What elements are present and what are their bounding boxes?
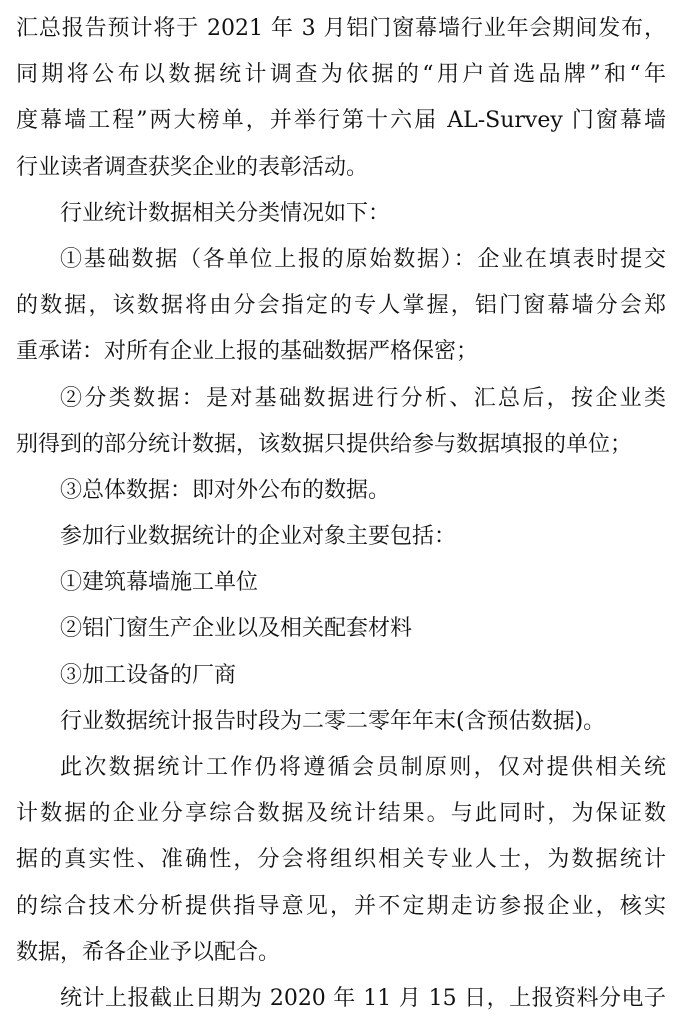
text-line: ③加工设备的厂商 [60, 662, 237, 688]
paragraph-summary-report [16, 6, 666, 191]
text-line: 计数据的企业分享综合数据及统计结果。与此同时，为保证数 [16, 801, 666, 827]
text-line: ①基础数据（各单位上报的原始数据）：企业在填表时提交 [60, 246, 666, 272]
paragraph-membership-principle [16, 745, 666, 976]
text-line: ②铝门窗生产企业以及相关配套材料 [60, 616, 413, 642]
paragraph-participant-1 [16, 560, 666, 606]
paragraph-participants-intro [16, 514, 666, 560]
text-line: 参加行业数据统计的企业对象主要包括： [60, 524, 457, 550]
paragraph-participant-3 [16, 653, 666, 699]
text-line: 度幕墙工程”两大榜单，并举行第十六届 AL-Survey 门窗幕墙 [16, 108, 666, 134]
paragraph-classified-data [16, 376, 666, 468]
text-line: 重承诺：对所有企业上报的基础数据严格保密； [16, 339, 479, 365]
paragraph-participant-2 [16, 606, 666, 652]
paragraph-overall-data [16, 468, 666, 514]
text-line: 数据，希各企业予以配合。 [16, 939, 281, 965]
text-line: 行业读者调查获奖企业的表彰活动。 [16, 154, 369, 180]
text-line: 汇总报告预计将于 2021 年 3 月铝门窗幕墙行业年会期间发布， [16, 16, 666, 41]
text-line: 同期将公布以数据统计调查为依据的“用户首选品牌”和“年 [16, 62, 666, 88]
text-line: 别得到的部分统计数据，该数据只提供给参与数据填报的单位； [16, 431, 633, 457]
document-page [16, 6, 666, 1022]
paragraph-basic-data [16, 237, 666, 376]
text-line: 行业数据统计报告时段为二零二零年年末(含预估数据)。 [60, 708, 606, 734]
text-line: ③总体数据：即对外公布的数据。 [60, 477, 391, 503]
text-line: 的数据，该数据将由分会指定的专人掌握，铝门窗幕墙分会郑 [16, 293, 666, 319]
paragraph-report-period [16, 699, 666, 745]
text-line: ②分类数据：是对基础数据进行分析、汇总后，按企业类 [60, 385, 666, 411]
paragraph-category-intro [16, 191, 666, 237]
text-line: ①建筑幕墙施工单位 [60, 570, 259, 596]
paragraph-deadline [16, 976, 666, 1022]
text-line: 行业统计数据相关分类情况如下： [60, 200, 391, 226]
text-line: 据的真实性、准确性，分会将组织相关专业人士，为数据统计 [16, 847, 666, 873]
text-line: 此次数据统计工作仍将遵循会员制原则，仅对提供相关统 [60, 755, 666, 780]
text-line: 的综合技术分析提供指导意见，并不定期走访参报企业，核实 [16, 893, 666, 919]
text-line: 统计上报截止日期为 2020 年 11 月 15 日，上报资料分电子 [60, 985, 666, 1011]
